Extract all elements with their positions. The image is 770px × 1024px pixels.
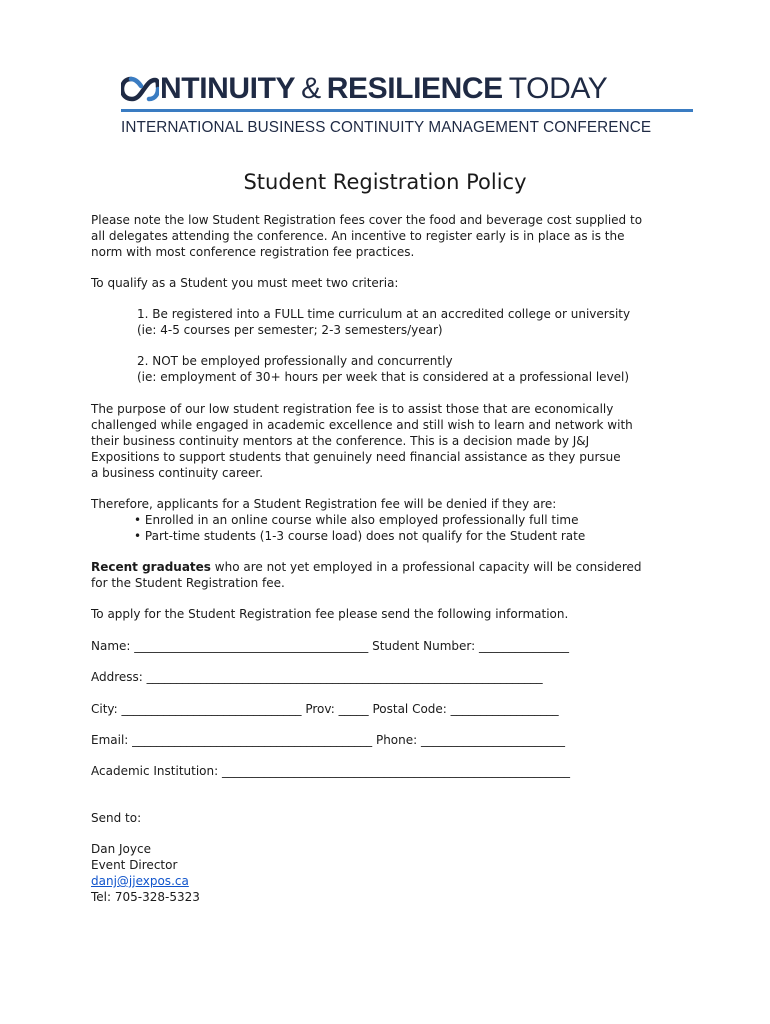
purpose-line-2: challenged while engaged in academic excellence and still wish to learn and network with bbox=[91, 418, 633, 432]
denied-intro: Therefore, applicants for a Student Registration fee will be denied if they are: bbox=[91, 497, 557, 511]
contact-role: Event Director bbox=[91, 858, 178, 872]
criteria-2-line-1: 2. NOT be employed professionally and concurrently bbox=[137, 354, 453, 368]
qualify-text: To qualify as a Student you must meet two criteria: bbox=[91, 276, 399, 290]
denied-item-2: • Part-time students (1-3 course load) does not qualify for the Student rate bbox=[134, 529, 586, 543]
form-email-line: Email: ________________________________________ Phone: ________________________ bbox=[91, 733, 565, 747]
logo-wordmark bbox=[121, 72, 693, 106]
criteria-2-line-2: (ie: employment of 30+ hours per week that is considered at a professional level) bbox=[137, 370, 630, 384]
denied-item-1: • Enrolled in an online course while also employed professionally full time bbox=[134, 513, 579, 527]
logo-text-today: TODAY bbox=[508, 72, 608, 105]
purpose-line-3: their business continuity mentors at the conference. This is a decision made by J&J bbox=[91, 434, 590, 448]
conference-logo bbox=[121, 72, 693, 137]
logo-subtitle: INTERNATIONAL BUSINESS CONTINUITY MANAGEMENT CONFERENCE bbox=[121, 119, 652, 136]
recent-graduates-rest: who are not yet employed in a professional capacity will be considered bbox=[210, 560, 642, 574]
logo-divider bbox=[121, 109, 693, 112]
purpose-line-4: Expositions to support students that genuinely need financial assistance as they pursue bbox=[91, 450, 621, 464]
form-name-line: Name: _______________________________________ Student Number: _______________ bbox=[91, 639, 569, 653]
logo-ampersand: & bbox=[301, 72, 321, 105]
recent-graduates-line-2: for the Student Registration fee. bbox=[91, 576, 285, 590]
logo-text-resilience: RESILIENCE bbox=[326, 72, 503, 105]
form-institution-line: Academic Institution: __________________________________________________________ bbox=[91, 764, 570, 778]
intro-line-3: norm with most conference registration fee practices. bbox=[91, 245, 415, 259]
send-to-label: Send to: bbox=[91, 811, 142, 825]
purpose-line-5: a business continuity career. bbox=[91, 466, 264, 480]
contact-email-line bbox=[91, 873, 691, 889]
recent-graduates-line-1 bbox=[91, 559, 691, 575]
contact-email-link[interactable]: danj@jjexpos.ca bbox=[91, 874, 189, 888]
intro-line-2: all delegates attending the conference. An incentive to register early is in place as is the bbox=[91, 229, 625, 243]
contact-phone: Tel: 705-328-5323 bbox=[91, 890, 200, 904]
infinity-logo-icon bbox=[121, 75, 159, 103]
recent-graduates-bold: Recent graduates bbox=[91, 560, 211, 574]
contact-name: Dan Joyce bbox=[91, 842, 151, 856]
criteria-1-line-1: 1. Be registered into a FULL time curriculum at an accredited college or university bbox=[137, 307, 631, 321]
logo-text-continuity: NTINUITY bbox=[160, 72, 296, 105]
apply-instructions: To apply for the Student Registration fee please send the following information. bbox=[91, 607, 569, 621]
purpose-line-1: The purpose of our low student registration fee is to assist those that are economically bbox=[91, 402, 614, 416]
form-city-line: City: ______________________________ Prov: _____ Postal Code: __________________ bbox=[91, 702, 559, 716]
document-title: Student Registration Policy bbox=[243, 170, 527, 194]
intro-line-1: Please note the low Student Registration fees cover the food and beverage cost supplied to bbox=[91, 213, 643, 227]
form-address-line: Address: __________________________________________________________________ bbox=[91, 670, 543, 684]
criteria-1-line-2: (ie: 4-5 courses per semester; 2-3 semesters/year) bbox=[137, 323, 443, 337]
